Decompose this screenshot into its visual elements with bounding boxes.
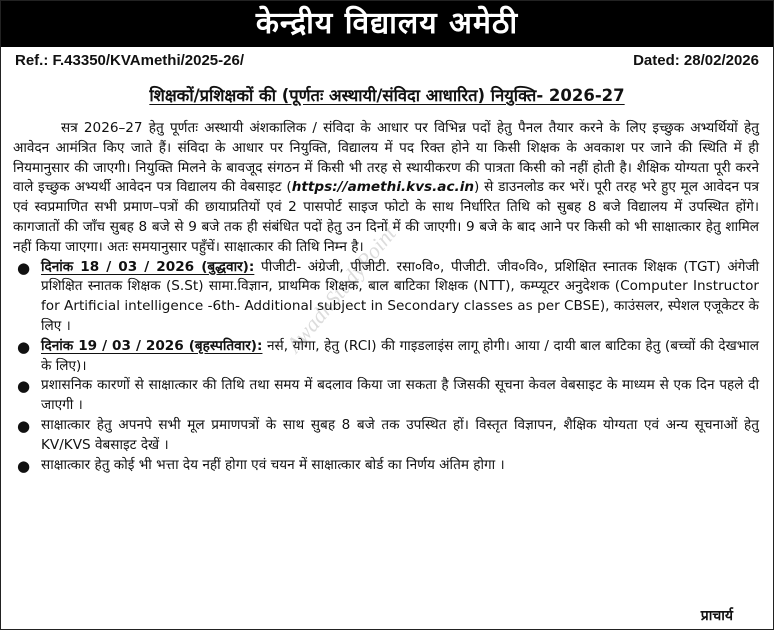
notice-date: Dated: 28/02/2026 xyxy=(633,52,759,69)
bullet-icon: ● xyxy=(17,258,31,277)
list-item xyxy=(13,337,759,377)
interview-date-1: दिनांक 18 / 03 / 2026 (बुद्धवार): xyxy=(41,258,255,275)
reference-number: Ref.: F.43350/KVAmethi/2025-26/ xyxy=(15,52,244,69)
list-item-text: नर्स, योगा, हेतु (RCI) की गाइडलाइंस लागू होगी। आया / दायी बाल बाटिका हेतु (बच्चों की देखभाल के लिए)। xyxy=(41,337,759,374)
intro-text-part2: ) से डाउनलोड कर भरें। पूरी तरह भरे हुए मूल आवेदन पत्र एवं स्वप्रमाणित सभी प्रमाण–पत्रों की छायाप्रतियों एवं 2 पासपोर्ट साइज फोटो के साथ निर्धारित तिथि को सुबह 8 बजे विद्यालय में उपस्थित होंगे। कागजातों की जाँच सुबह 8 बजे से 9 बजे तक ही संबंधित पदों हेतु उन दिनों में की जाएगी। 9 बजे के बाद आने पर किसी को भी साक्षात्कार हेतु शामिल नहीं किया जाएगा। अतः समयानुसार पहुँचें। साक्षात्कार की तिथि निम्न है। xyxy=(13,179,759,255)
list-item-text: प्रशासनिक कारणों से साक्षात्कार की तिथि तथा समय में बदलाव किया जा सकता है जिसकी सूचना केवल वेबसाइट के माध्यम से एक दिन पहले दी जाएगी । xyxy=(41,377,759,414)
principal-signature: प्राचार्य xyxy=(700,608,733,624)
school-name-banner: केन्द्रीय विद्यालय अमेठी xyxy=(1,1,773,47)
list-item xyxy=(13,376,759,416)
interview-schedule-list xyxy=(1,258,773,476)
bullet-icon: ● xyxy=(17,456,31,475)
list-item-text: साक्षात्कार हेतु अपनपे सभी मूल प्रमाणपत्रों के साथ सुबह 8 बजे तक उपस्थित हों। विस्तृत विज्ञापन, शैक्षिक योग्यता एवं अन्य सूचनाओं हेतु KV/KVS वेबसाइट देखें । xyxy=(41,416,759,453)
watermark-text: AwadhStudyPoint xyxy=(281,221,401,358)
bullet-icon: ● xyxy=(17,377,31,396)
intro-text-part1: सत्र 2026–27 हेतु पूर्णतः अस्थायी अंशकालिक / संविदा के आधार पर विभिन्न पदों हेतु पैनल तैयार करने के लिए इच्छुक अभ्यर्थियों हेतु आवेदन आमंत्रित किए जाते हैं। संविदा के आधार पर नियुक्ति, विद्यालय में पद रिक्त होने या किसी शिक्षक के अवकाश पर जाने की स्थिति में ही नियमानुसार की जाएगी। नियुक्ति मिलने के बावजूद संगठन में किसी भी तरह से स्थायीकरण की पात्रता किसी को नहीं होती है। शैक्षिक योग्यता पूरी करने वाले इच्छुक अभ्यर्थी आवेदन पत्र विद्यालय की वेबसाइट ( xyxy=(13,120,759,196)
bullet-icon: ● xyxy=(17,416,31,435)
bullet-icon: ● xyxy=(17,337,31,356)
interview-date-2: दिनांक 19 / 03 / 2026 (बृहस्पतिवार): xyxy=(41,337,263,354)
list-item xyxy=(13,416,759,456)
intro-paragraph xyxy=(1,119,773,258)
list-item-text: पीजीटी- अंग्रेजी, पीजीटी. रसा०वि०, पीजीटी. जीव०वि०, प्रशिक्षित स्नातक शिक्षक (TGT) अंगेजी प्रशिक्षित स्नातक शिक्षक (S.St) सामा.विज्ञान, प्राथमिक शिक्षक, बाल बाटिका शिक्षक (NTT), कम्प्यूटर अनुदेशक (Computer Instructor for Artificial intelligence -6th- Additional subject in Secondary classes as per CBSE), काउंसलर, स्पेशल एजूकेटर के लिए । xyxy=(41,258,759,334)
list-item xyxy=(13,456,759,476)
list-item xyxy=(13,258,759,337)
notice-heading: शिक्षकों/प्रशिक्षकों की (पूर्णतः अस्थायी/संविदा आधारित) नियुक्ति- 2026-27 xyxy=(149,86,625,105)
website-link[interactable]: https://amethi.kvs.ac.in xyxy=(291,179,475,196)
reference-line xyxy=(1,47,773,75)
list-item-text: साक्षात्कार हेतु कोई भी भत्ता देय नहीं होगा एवं चयन में साक्षात्कार बोर्ड का निर्णय अंतिम होगा । xyxy=(41,456,505,473)
